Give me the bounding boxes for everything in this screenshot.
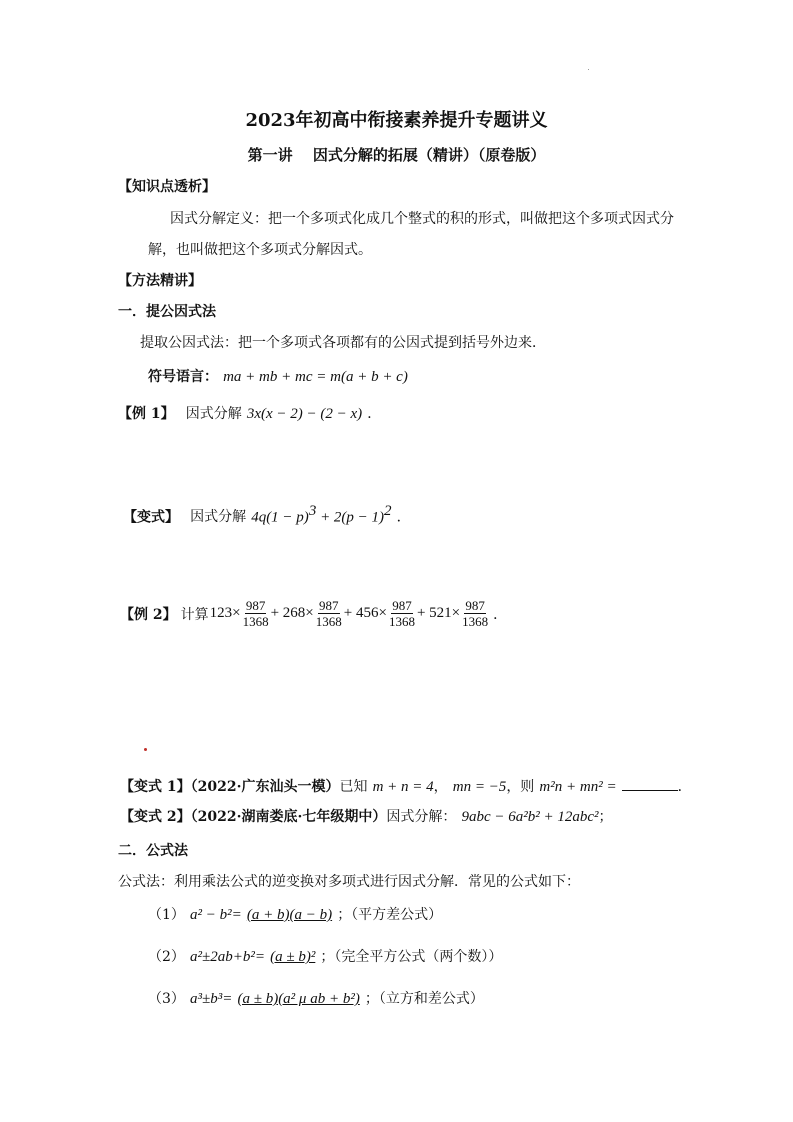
variant2-formula: 9abc − 6a²b² + 12abc² [461,809,599,825]
variant-text: 因式分解 [190,509,247,526]
formula3-answer: (a ± b)(a² μ ab + b²) [237,991,360,1007]
example2-fraction-2 [316,598,342,629]
example1-formula: 3x(x − 2) − (2 − x) [246,406,363,422]
variant1-text2: ，则 [506,779,535,795]
formula1-note: ；（平方差公式） [337,907,443,923]
variant1-sep: ， [433,779,448,795]
symbol-formula: ma + mb + mc = m(a + b + c) [223,369,408,385]
variant1-cond2: mn = −5 [452,779,507,795]
formula1-answer: (a + b)(a − b) [246,907,333,923]
symbol-language-row [148,366,408,386]
example2-end: ． [493,606,508,623]
section1-description: 提取公因式法：把一个多项式各项都有的公因式提到括号外边来． [140,335,546,351]
formula1-index: （1） [148,907,185,923]
formula3-index: （3） [148,991,185,1007]
red-marker-dot [144,748,147,751]
formula1-row [148,904,442,924]
variant2-text: 因式分解： [386,809,457,825]
variant-row [123,503,411,526]
answer-blank[interactable] [622,778,678,791]
example2-fraction-3 [389,598,415,629]
example1-end: ． [367,406,382,422]
section2-heading: 二．公式法 [118,843,188,859]
variant-exp-a: 3 [308,503,317,519]
variant2-label: 【变式 2】 [120,809,191,825]
variant-label: 【变式】 [123,509,179,526]
variant1-text1: 已知 [339,779,368,795]
formula3-left: a³±b³= [190,991,233,1007]
document-title: 2023年初高中衔接素养提升专题讲义 [245,110,548,131]
fraction-numerator: 987 [319,598,339,613]
fraction-denominator: 1368 [388,614,415,629]
fraction-denominator: 1368 [315,614,342,629]
formula2-index: （2） [148,949,185,965]
page-speck [588,69,589,70]
example2-fraction-4 [462,598,488,629]
example2-fraction-1 [243,598,269,629]
definition-line-1: 因式分解定义：把一个多项式化成几个整式的积的形式，叫做把这个多项式因式分 [170,211,674,227]
variant-exp-b: 2 [384,503,392,519]
formula2-row [148,946,502,966]
fraction-numerator: 987 [245,598,266,613]
example1-row [118,403,381,423]
formula1-left: a² − b²= [190,907,242,923]
example2-text: 计算 [180,606,209,623]
formula2-answer: (a ± b)² [270,949,316,965]
method-heading: 【方法精讲】 [118,273,202,289]
formula2-left: a²±2ab+b²= [190,949,265,965]
section1-heading: 一．提公因式法 [118,304,216,320]
example2-expression [209,598,489,629]
variant2-source: （2022·湖南娄底·七年级期中） [190,809,387,825]
example2-row [120,598,507,629]
variant1-source: （2022·广东汕头一模） [190,779,340,795]
variant-end: ． [396,509,411,526]
variant1-cond1: m + n = 4 [372,779,434,795]
symbol-label: 符号语言： [148,369,218,385]
variant1-end: ． [677,779,692,795]
variant-formula-b: + 2(p − 1) [316,509,385,526]
fraction-numerator: 987 [392,598,412,613]
fraction-denominator: 1368 [242,614,269,629]
example2-term-3: + 456× [343,605,387,621]
example2-label: 【例 2】 [120,606,177,623]
knowledge-heading: 【知识点透析】 [118,179,216,195]
variant1-row [120,776,692,796]
example1-text: 因式分解 [185,406,242,422]
section2-description: 公式法：利用乘法公式的逆变换对多项式进行因式分解．常见的公式如下： [118,874,580,890]
definition-line-2: 解，也叫做把这个多项式分解因式。 [148,242,372,258]
formula3-note: ；（立方和差公式） [364,991,484,1007]
example2-term-1: 123× [209,605,241,621]
example2-term-2: + 268× [270,605,314,621]
formula2-note: ；（完全平方公式（两个数）） [320,949,503,965]
fraction-numerator: 987 [465,598,485,613]
variant1-ask: m²n + mn² = [539,779,617,795]
fraction-denominator: 1368 [462,614,489,629]
formula3-row [148,988,484,1008]
variant2-row [120,806,613,826]
lecture-subtitle: 第一讲 因式分解的拓展（精讲）（原卷版） [247,146,546,164]
variant1-label: 【变式 1】 [120,779,191,795]
example2-term-4: + 521× [416,605,461,621]
example1-label: 【例 1】 [118,406,175,422]
variant-formula-a: 4q(1 − p) [251,509,309,526]
variant2-end: ； [598,809,613,825]
